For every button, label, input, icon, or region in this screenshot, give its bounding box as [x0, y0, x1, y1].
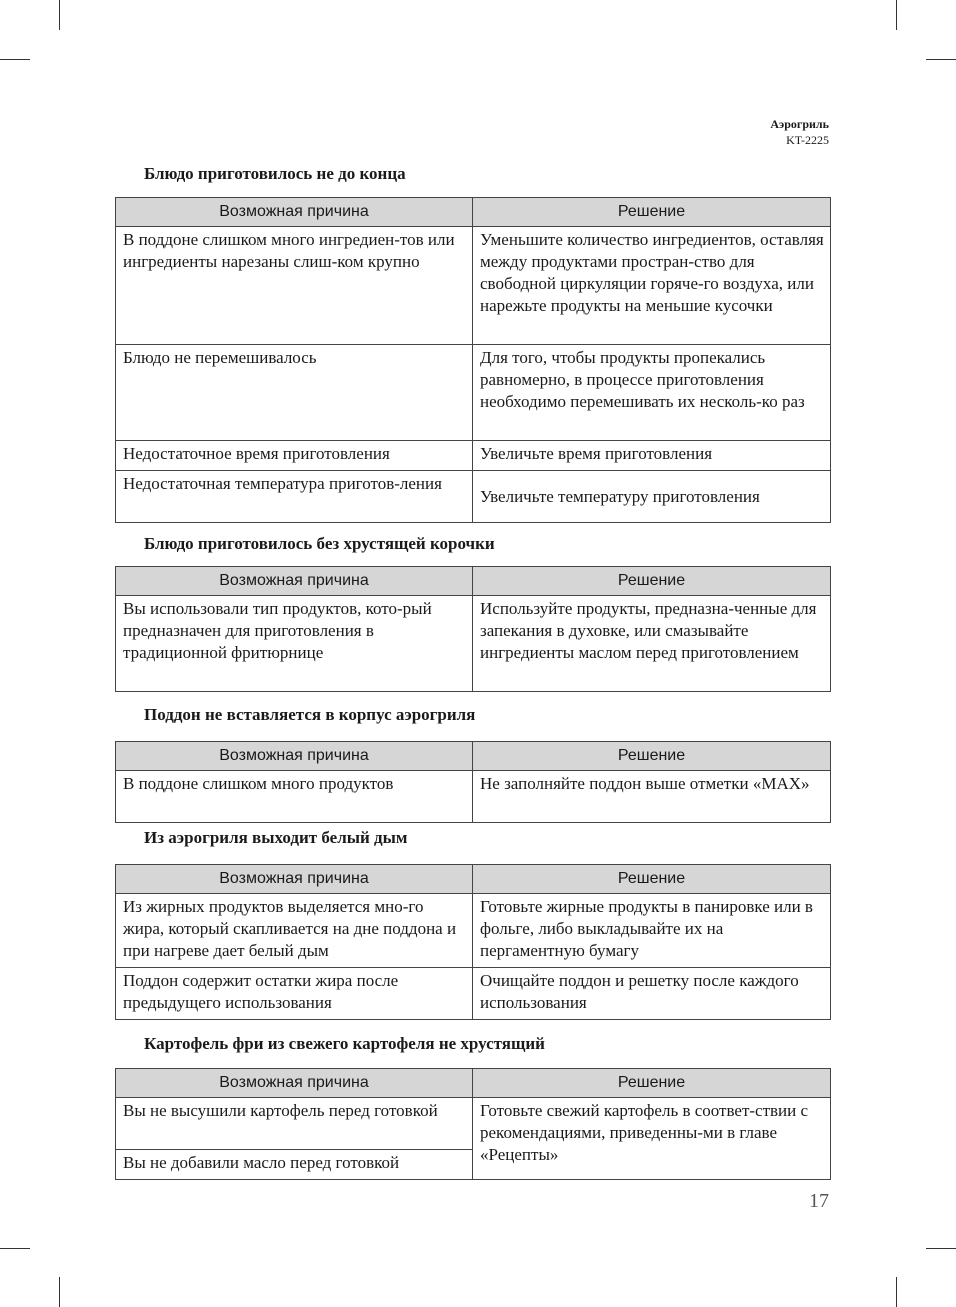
- table-row: [116, 227, 831, 345]
- page-number: 17: [809, 1190, 829, 1212]
- table-row: [116, 345, 831, 441]
- header-brand: Аэрогриль: [770, 117, 829, 131]
- troubleshoot-table: [115, 864, 831, 1020]
- table-row: [116, 894, 831, 968]
- header-solution: Решение: [473, 198, 831, 227]
- header-solution: Решение: [473, 742, 831, 771]
- cause-cell: Вы не высушили картофель перед готовкой: [116, 1098, 473, 1150]
- crop-mark: [926, 1248, 956, 1249]
- cause-cell: Вы использовали тип продуктов, кото-рый предназначен для приготовления в традиционной фритюрнице: [116, 596, 473, 692]
- section-fries-not-crispy: [115, 1034, 830, 1180]
- section-title: Из аэрогриля выходит белый дым: [144, 828, 408, 847]
- troubleshoot-table: [115, 197, 831, 523]
- crop-mark: [59, 0, 60, 30]
- header-solution: Решение: [473, 1069, 831, 1098]
- section-white-smoke: [115, 828, 830, 1020]
- crop-mark: [896, 1277, 897, 1307]
- crop-mark: [926, 59, 956, 60]
- section-tray-not-fitting: [115, 705, 830, 823]
- crop-mark: [59, 1277, 60, 1307]
- section-title: Блюдо приготовилось без хрустящей корочки: [144, 534, 495, 553]
- solution-cell: Увеличьте температуру приготовления: [473, 471, 831, 523]
- cause-cell: Недостаточная температура приготов-ления: [116, 471, 473, 523]
- solution-cell: Увеличьте время приготовления: [473, 441, 831, 471]
- cause-cell: Недостаточное время приготовления: [116, 441, 473, 471]
- section-no-crust: [115, 534, 830, 692]
- header-cause: Возможная причина: [116, 198, 473, 227]
- solution-cell: Для того, чтобы продукты пропекались равномерно, в процессе приготовления необходимо перемешивать их несколь-ко раз: [473, 345, 831, 441]
- header-cause: Возможная причина: [116, 567, 473, 596]
- solution-cell: Не заполняйте поддон выше отметки «MAX»: [473, 771, 831, 823]
- header-solution: Решение: [473, 567, 831, 596]
- cause-cell: В поддоне слишком много ингредиен-тов или ингредиенты нарезаны слиш-ком крупно: [116, 227, 473, 345]
- cause-cell: Блюдо не перемешивалось: [116, 345, 473, 441]
- section-not-cooked: [115, 164, 830, 523]
- solution-cell: Очищайте поддон и решетку после каждого использования: [473, 968, 831, 1020]
- solution-cell: Готовьте свежий картофель в соответ-ствии с рекомендациями, приведенны-ми в главе «Рецепты»: [473, 1098, 831, 1180]
- cause-cell: Из жирных продуктов выделяется мно-го жира, который скапливается на дне поддона и при нагреве дает белый дым: [116, 894, 473, 968]
- crop-mark: [0, 59, 30, 60]
- header-cause: Возможная причина: [116, 1069, 473, 1098]
- solution-cell: Готовьте жирные продукты в панировке или в фольге, либо выкладывайте их на пергаментную бумагу: [473, 894, 831, 968]
- solution-cell: Уменьшите количество ингредиентов, оставляя между продуктами простран-ство для свободной циркуляции горяче-го воздуха, или нарежьте продукты на меньшие кусочки: [473, 227, 831, 345]
- table-row: [116, 471, 831, 523]
- crop-mark: [0, 1248, 30, 1249]
- header-solution: Решение: [473, 865, 831, 894]
- solution-cell: Используйте продукты, предназна-ченные для запекания в духовке, или смазывайте ингредиенты маслом перед приготовлением: [473, 596, 831, 692]
- crop-mark: [896, 0, 897, 30]
- header-model: KT-2225: [786, 133, 829, 147]
- cause-cell: Поддон содержит остатки жира после предыдущего использования: [116, 968, 473, 1020]
- table-row: [116, 596, 831, 692]
- table-row: [116, 441, 831, 471]
- table-row: [116, 1098, 831, 1150]
- section-title: Картофель фри из свежего картофеля не хрустящий: [144, 1034, 545, 1053]
- header-cause: Возможная причина: [116, 742, 473, 771]
- troubleshoot-table: [115, 566, 831, 692]
- section-title: Поддон не вставляется в корпус аэрогриля: [144, 705, 476, 724]
- header-cause: Возможная причина: [116, 865, 473, 894]
- table-row: [116, 771, 831, 823]
- cause-cell: Вы не добавили масло перед готовкой: [116, 1150, 473, 1180]
- troubleshoot-table: [115, 741, 831, 823]
- section-title: Блюдо приготовилось не до конца: [144, 164, 406, 183]
- cause-cell: В поддоне слишком много продуктов: [116, 771, 473, 823]
- page-header: [770, 116, 829, 148]
- table-row: [116, 968, 831, 1020]
- troubleshoot-table: [115, 1068, 831, 1180]
